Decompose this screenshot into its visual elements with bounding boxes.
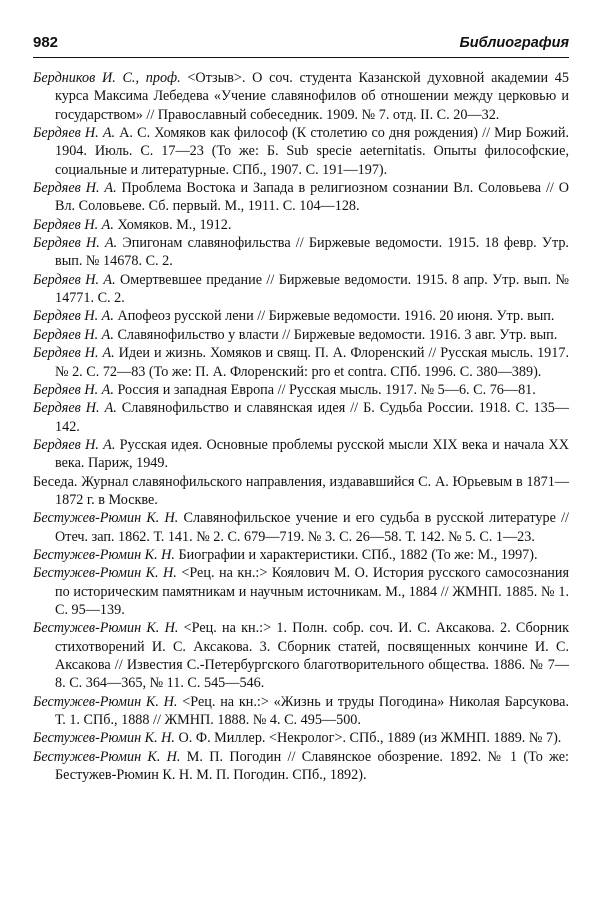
entry-text: О. Ф. Миллер. <Некролог>. СПб., 1889 (из ЖМНП. 1889. № 7). [174,730,562,747]
entry-text: <Рец. на кн.:> «Жизнь и труды Погодина» Николая Барсукова. Т. 1. СПб., 1888 // ЖМНП. 1888. № 4. С. 495—500. [55,693,569,729]
bibliography-list [33,69,569,784]
entry-author: Бердяев Н. А. [33,180,117,197]
entry-author: Бестужев-Рюмин К. Н. [33,565,177,582]
bib-entry [33,546,569,564]
entry-text: Апофеоз русской лени // Биржевые ведомости. 1916. 20 июня. Утр. вып. [113,308,555,325]
entry-text: Биографии и характеристики. СПб., 1882 (То же: М., 1997). [174,546,538,563]
entry-text: Проблема Востока и Запада в религиозном сознании Вл. Соловьева // О Вл. Соловьеве. Сб. первый. М., 1911. С. 104—128. [55,180,569,215]
bib-entry [33,234,569,271]
entry-text: <Рец. на кн.:> 1. Полн. собр. соч. И. С. Аксакова. 2. Сборник стихотворений И. С. Аксакова. 3. Сборник статей, посвященных кончине И. С. Аксакова // Известия С.-Петербургского благотворительного общества. 1886. № 7—8. С. 364—365, № 11. С. 545—546. [55,620,569,692]
entry-author: Бердяев Н. А. [33,436,116,453]
entry-author: Бестужев-Рюмин К. Н. [33,510,179,527]
bib-entry [33,399,569,436]
entry-author: Бестужев-Рюмин К. Н. [33,748,181,765]
entry-text: Россия и западная Европа // Русская мысль. 1917. № 5—6. С. 76—81. [113,381,536,398]
entry-author: Бердяев Н. А. [33,235,118,252]
entry-text: Беседа. Журнал славянофильского направления, издававшийся С. А. Юрьевым в 1871—1872 г. в Москве. [33,473,569,508]
entry-author: Бердяев Н. А. [33,381,114,398]
entry-author: Бердяев Н. А. [33,345,115,362]
entry-text: Эпигонам славянофильства // Биржевые ведомости. 1915. 18 февр. Утр. вып. № 14678. С. 2. [55,235,569,270]
page-number: 982 [33,34,59,51]
bib-entry [33,381,569,399]
bib-entry [33,693,569,730]
bib-entry [33,124,569,179]
bib-entry [33,179,569,216]
entry-text: А. С. Хомяков как философ (К столетию со дня рождения) // Мир Божий. 1904. Июль. С. 17—23 (То же: Б. Sub specie aeternitatis. Опыты философские, социальные и литературные. СПб., 1907. С. 191—197). [55,125,569,178]
entry-text: Славянофильство и славянская идея // Б. Судьба России. 1918. С. 135—142. [55,400,569,435]
entry-text: Славянофильство у власти // Биржевые ведомости. 1916. 3 авг. Утр. вып. [113,326,558,343]
entry-author: Бестужев-Рюмин К. Н. [33,730,175,747]
bib-entry [33,509,569,546]
entry-text: Славянофильское учение и его судьба в русской литературе // Отеч. зап. 1862. Т. 141. № 2. С. 679—719. № 3. С. 26—58. Т. 142. № 5. С. 1—23. [55,510,569,545]
entry-author: Бердяев Н. А. [33,271,116,288]
entry-text: Русская идея. Основные проблемы русской мысли XIX века и начала XX века. Париж, 1949. [55,436,569,472]
entry-author: Бестужев-Рюмин К. Н. [33,693,178,710]
bib-entry [33,307,569,325]
bib-entry [33,473,569,510]
bib-entry [33,564,569,619]
bib-entry [33,326,569,344]
bib-entry [33,271,569,308]
entry-author: Бердяев Н. А. [33,125,116,142]
entry-text: Идеи и жизнь. Хомяков и свящ. П. А. Флоренский // Русская мысль. 1917. № 2. С. 72—83 (То же: П. А. Флоренский: pro et contra. СПб. 1996. С. 380—389). [55,345,569,380]
entry-text: Хомяков. М., 1912. [113,216,232,233]
entry-text: <Отзыв>. О соч. студента Казанской духовной академии 45 курса Максима Лебедева «Учение славянофилов об отношении между церковью и государством» // Православный собеседник. 1909. № 7. отд. II. С. 20—32. [55,70,569,123]
entry-author: Бестужев-Рюмин К. Н. [33,620,179,637]
bib-entry [33,729,569,747]
entry-author: Бердяев Н. А. [33,326,114,343]
bib-entry [33,344,569,381]
bib-entry [33,69,569,124]
entry-text: Омертвевшее предание // Биржевые ведомости. 1915. 8 апр. Утр. вып. № 14771. С. 2. [55,271,569,307]
entry-author: Бердников И. С., проф. [33,70,181,86]
bib-entry [33,436,569,473]
running-header [33,34,569,58]
entry-author: Бердяев Н. А. [33,400,117,417]
page [33,34,569,784]
section-title: Библиография [459,35,569,51]
entry-text: М. П. Погодин // Славянское обозрение. 1892. № 1 (То же: Бестужев-Рюмин К. Н. М. П. Погодин. СПб., 1892). [55,748,569,784]
entry-author: Бестужев-Рюмин К. Н. [33,546,175,563]
entry-text: <Рец. на кн.:> Коялович М. О. История русского самосознания по историческим памятникам и научным источникам. М., 1884 // ЖМНП. 1885. № 1. С. 95—139. [55,565,569,618]
entry-author: Бердяев Н. А. [33,216,114,233]
bib-entry [33,748,569,785]
entry-author: Бердяев Н. А. [33,308,114,325]
bib-entry [33,216,569,234]
bib-entry [33,619,569,692]
